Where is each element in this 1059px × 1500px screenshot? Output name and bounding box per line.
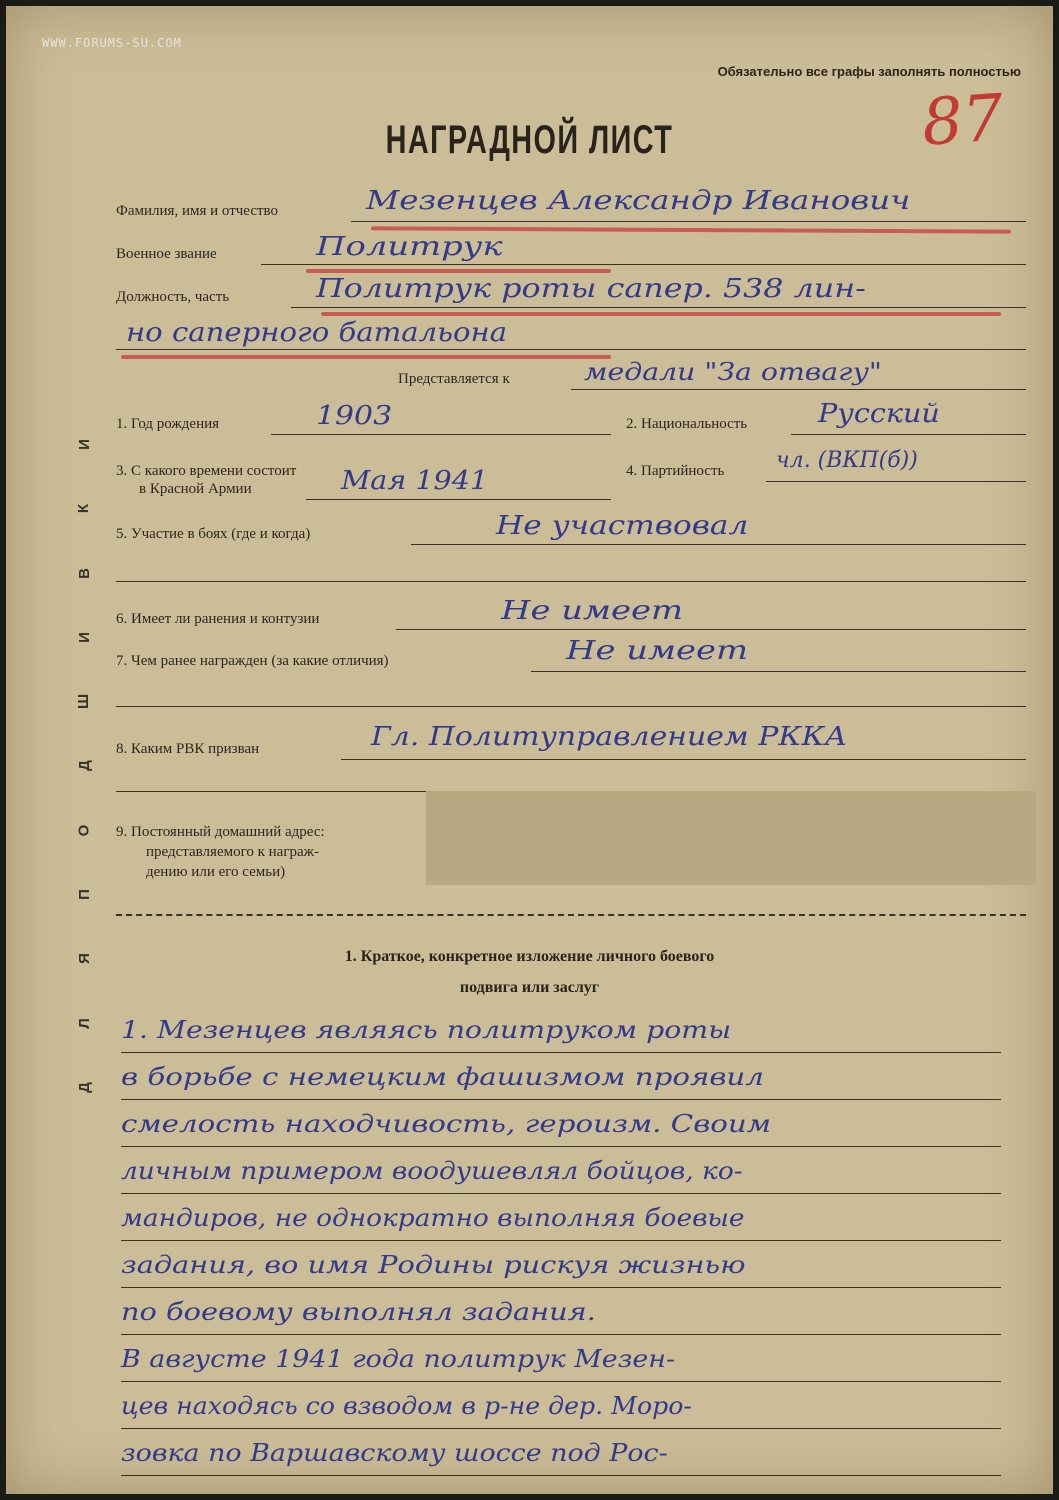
awards-value: Не имеет <box>566 636 749 666</box>
wounds-underline <box>396 629 1026 630</box>
red-underline <box>306 269 611 273</box>
birth-underline <box>271 434 611 435</box>
position-value-2: но саперного батальона <box>126 318 508 348</box>
story-line: 1. Мезенцев являясь политруком роты <box>121 1012 1001 1059</box>
red-underline <box>321 312 1001 316</box>
story-line: смелость находчивость, героизм. Своим <box>121 1106 1001 1153</box>
address-label-3: дению или его семьи) <box>146 864 286 880</box>
nationality-underline <box>791 434 1026 435</box>
wounds-value: Не имеет <box>501 596 684 626</box>
story-line: В августе 1941 года политрук Мезен- <box>121 1341 1001 1388</box>
rvk-label: 8. Каким РВК призван <box>116 741 260 757</box>
awards-label: 7. Чем ранее награжден (за какие отличия) <box>116 653 389 669</box>
redaction-block <box>426 791 1036 885</box>
story-line: по боевому выполнял задания. <box>121 1294 1001 1341</box>
rvk-value: Гл. Политуправлением РККА <box>371 722 848 752</box>
binding-letter: Ш <box>75 694 93 710</box>
rank-label: Военное звание <box>116 246 217 262</box>
story-line: в борьбе с немецким фашизмом проявил <box>121 1059 1001 1106</box>
service-label: 3. С какого времени состоит <box>116 463 297 479</box>
story-line: личным примером воодушевлял бойцов, ко- <box>121 1153 1001 1200</box>
award-sheet <box>6 6 1053 1494</box>
name-label: Фамилия, имя и отчество <box>116 203 279 219</box>
presented-underline <box>571 389 1026 390</box>
awards-underline-2 <box>116 706 1026 707</box>
battles-underline <box>411 544 1026 545</box>
party-underline <box>766 481 1026 482</box>
party-label: 4. Партийность <box>626 463 725 479</box>
birth-value: 1903 <box>316 401 393 431</box>
nationality-label: 2. Национальность <box>626 416 748 432</box>
story-line: цев находясь со взводом в р-не дер. Моро- <box>121 1388 1001 1435</box>
binding-letter: И <box>75 632 93 643</box>
binding-letter: Л <box>75 1017 93 1029</box>
presented-label: Представляется к <box>398 371 510 387</box>
story-line: мандиров, не однократно выполняя боевые <box>121 1200 1001 1247</box>
name-underline <box>351 221 1026 222</box>
rvk-underline <box>341 759 1026 760</box>
birth-label: 1. Год рождения <box>116 416 220 432</box>
address-label: 9. Постоянный домашний адрес: <box>116 824 325 840</box>
service-label-2: в Красной Армии <box>139 481 252 497</box>
nationality-value: Русский <box>818 399 940 429</box>
position-value-1: Политрук роты сапер. 538 лин- <box>316 274 866 304</box>
corner-number: 87 <box>919 81 1006 161</box>
section-divider <box>116 914 1026 916</box>
service-value: Мая 1941 <box>341 466 489 496</box>
merit-description <box>121 1012 1001 1482</box>
position-label: Должность, часть <box>116 289 230 305</box>
service-underline <box>306 499 611 500</box>
wounds-label: 6. Имеет ли ранения и контузии <box>116 611 320 627</box>
binding-letter: Д <box>75 1082 93 1093</box>
battles-value: Не участвовал <box>496 511 749 541</box>
binding-letter: К <box>75 504 93 514</box>
rank-underline <box>261 264 1026 265</box>
document-title: НАГРАДНОЙ ЛИСТ <box>385 118 674 162</box>
binding-letter: Д <box>75 760 93 772</box>
address-label-2: представляемого к награж- <box>146 844 320 860</box>
rank-value: Политрук <box>316 232 503 262</box>
top-note: Обязательно все графы заполнять полностью <box>717 64 1021 79</box>
watermark: WWW.FORUMS-SU.COM <box>42 36 182 50</box>
red-underline <box>121 355 611 359</box>
section-heading-2: подвига или заслуг <box>459 979 600 996</box>
story-line: зовка по Варшавскому шоссе под Рос- <box>121 1435 1001 1482</box>
binding-letter: П <box>75 889 93 900</box>
name-value: Мезенцев Александр Иванович <box>366 186 911 216</box>
binding-letter: В <box>75 567 93 579</box>
presented-value: медали "За отвагу" <box>584 358 882 386</box>
awards-underline <box>531 671 1026 672</box>
party-value: чл. (ВКП(б)) <box>776 448 918 473</box>
battles-underline-2 <box>116 581 1026 582</box>
battles-label: 5. Участие в боях (где и когда) <box>116 526 311 542</box>
binding-letter: О <box>75 824 93 837</box>
position-underline-2 <box>116 349 1026 350</box>
binding-letter: Я <box>75 953 93 965</box>
story-line: задания, во имя Родины рискуя жизнью <box>121 1247 1001 1294</box>
binding-letter: И <box>75 439 93 450</box>
section-heading: 1. Краткое, конкретное изложение личного боевого <box>344 948 715 965</box>
binding-label <box>64 436 104 1096</box>
position-underline <box>291 307 1026 308</box>
